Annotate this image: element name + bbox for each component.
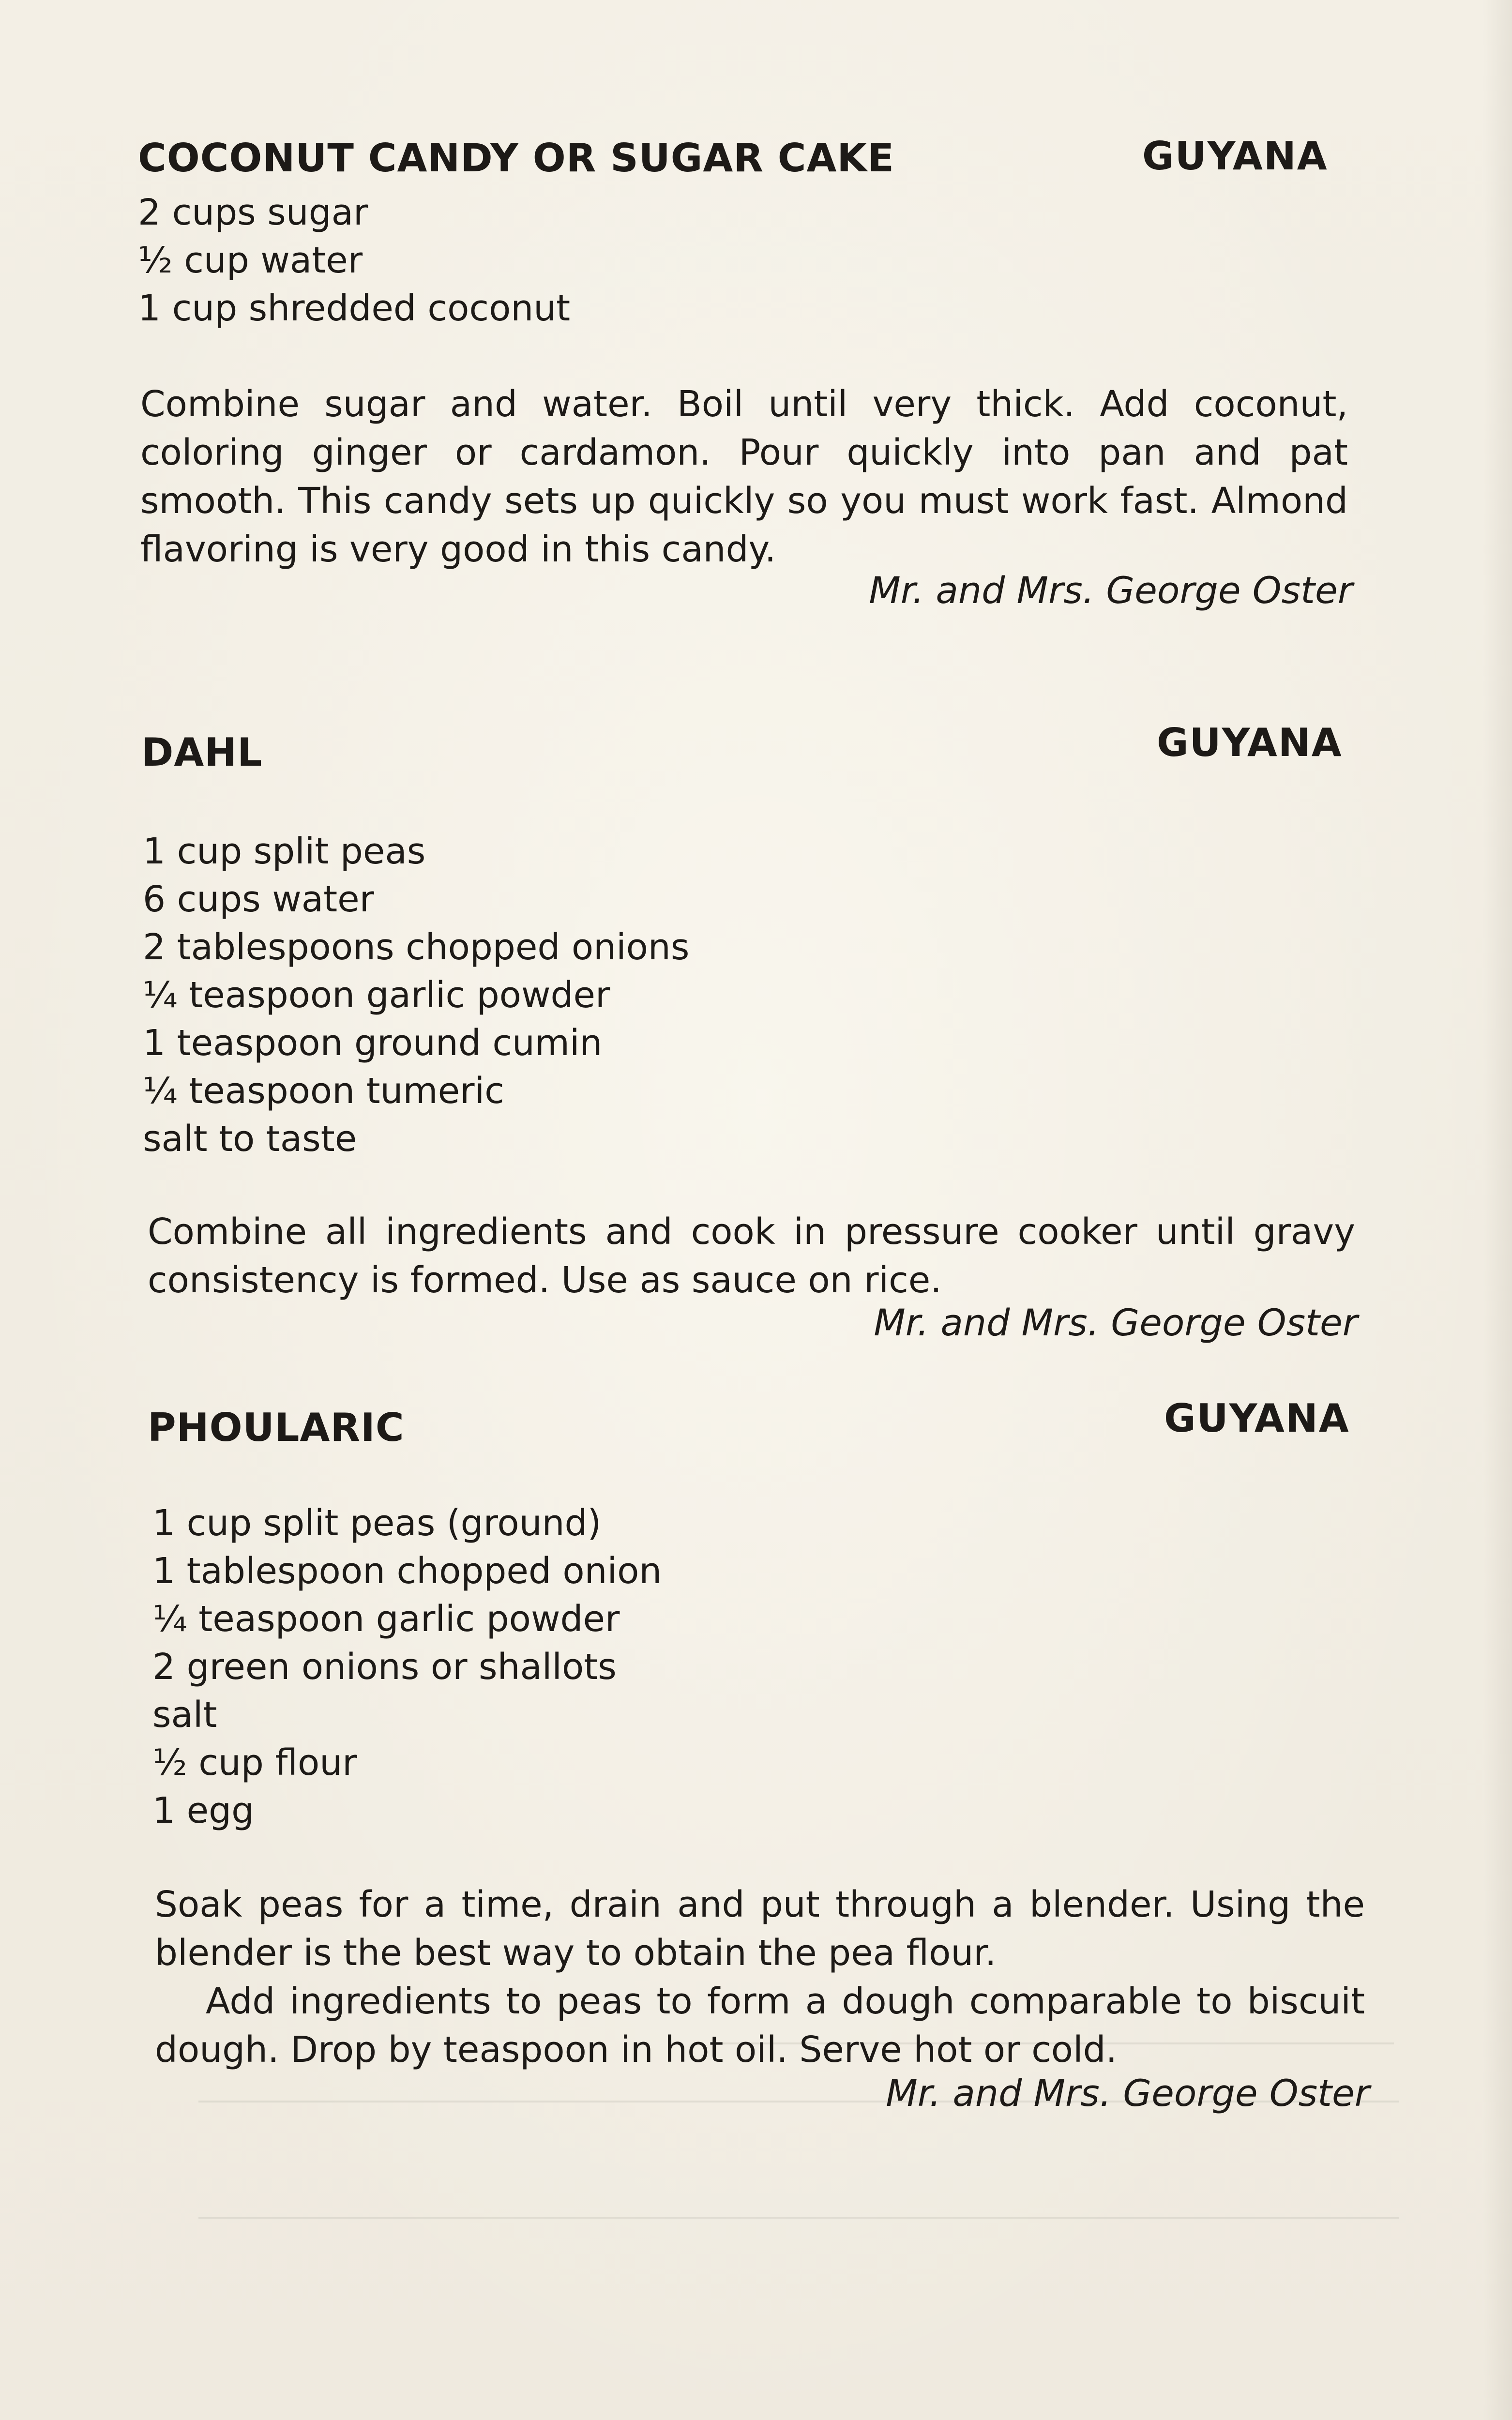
directions-paragraph: Combine sugar and water. Boil until very thick. Add coconut, coloring ginger or cardamon. Pour quickly into pan and pat smooth. This candy sets up quickly so you must work fast. Almond flavoring is very good in this candy. <box>140 383 1348 570</box>
recipe-title: COCONUT CANDY OR SUGAR CAKE <box>138 136 895 181</box>
recipe-directions <box>155 1880 1365 2074</box>
recipe-title: PHOULARIC <box>148 1405 405 1450</box>
ingredient-item: 1 tablespoon chopped onion <box>152 1550 662 1592</box>
ingredient-item: 1 egg <box>152 1790 255 1831</box>
page-edge-shadow <box>1483 0 1512 2420</box>
ingredient-item: ¼ teaspoon garlic powder <box>143 974 610 1016</box>
ingredient-list <box>138 189 570 333</box>
recipe-country: GUYANA <box>1142 134 1328 179</box>
ingredient-item: 1 cup shredded coconut <box>138 287 571 329</box>
directions-paragraph: Combine all ingredients and cook in pressure cooker until gravy consistency is formed. Use as sauce on rice. <box>148 1211 1355 1301</box>
recipe-directions <box>140 380 1348 574</box>
ingredient-list <box>143 828 689 1163</box>
ingredient-item: salt <box>152 1694 217 1736</box>
ingredient-list <box>152 1499 662 1835</box>
directions-paragraph: Add ingredients to peas to form a dough comparable to biscuit dough. Drop by teaspoon in hot oil. Serve hot or cold. <box>155 1981 1365 2071</box>
ingredient-item: ¼ teaspoon tumeric <box>143 1070 504 1112</box>
ingredient-item: ¼ teaspoon garlic powder <box>152 1598 620 1640</box>
ingredient-item: 2 cups sugar <box>138 192 368 233</box>
ingredient-item: 1 cup split peas (ground) <box>152 1502 602 1544</box>
recipe-credit: Mr. and Mrs. George Oster <box>886 2072 1370 2115</box>
bleed-through-rule <box>198 2217 1399 2219</box>
ingredient-item: salt to taste <box>143 1118 357 1160</box>
recipe-directions <box>148 1208 1355 1304</box>
recipe-country: GUYANA <box>1157 720 1343 765</box>
ingredient-item: 1 cup split peas <box>143 831 426 872</box>
recipe-country: GUYANA <box>1164 1396 1350 1441</box>
directions-paragraph: Soak peas for a time, drain and put through a blender. Using the blender is the best way to obtain the pea flour. <box>155 1884 1365 1974</box>
recipe-credit: Mr. and Mrs. George Oster <box>874 1301 1358 1344</box>
ingredient-item: ½ cup water <box>138 240 363 281</box>
ingredient-item: 2 tablespoons chopped onions <box>143 926 690 968</box>
ingredient-item: 1 teaspoon ground cumin <box>143 1022 603 1064</box>
ingredient-item: ½ cup flour <box>152 1742 357 1784</box>
recipe-title: DAHL <box>141 730 263 775</box>
ingredient-item: 2 green onions or shallots <box>152 1646 617 1688</box>
recipe-credit: Mr. and Mrs. George Oster <box>869 569 1353 612</box>
ingredient-item: 6 cups water <box>143 878 375 920</box>
